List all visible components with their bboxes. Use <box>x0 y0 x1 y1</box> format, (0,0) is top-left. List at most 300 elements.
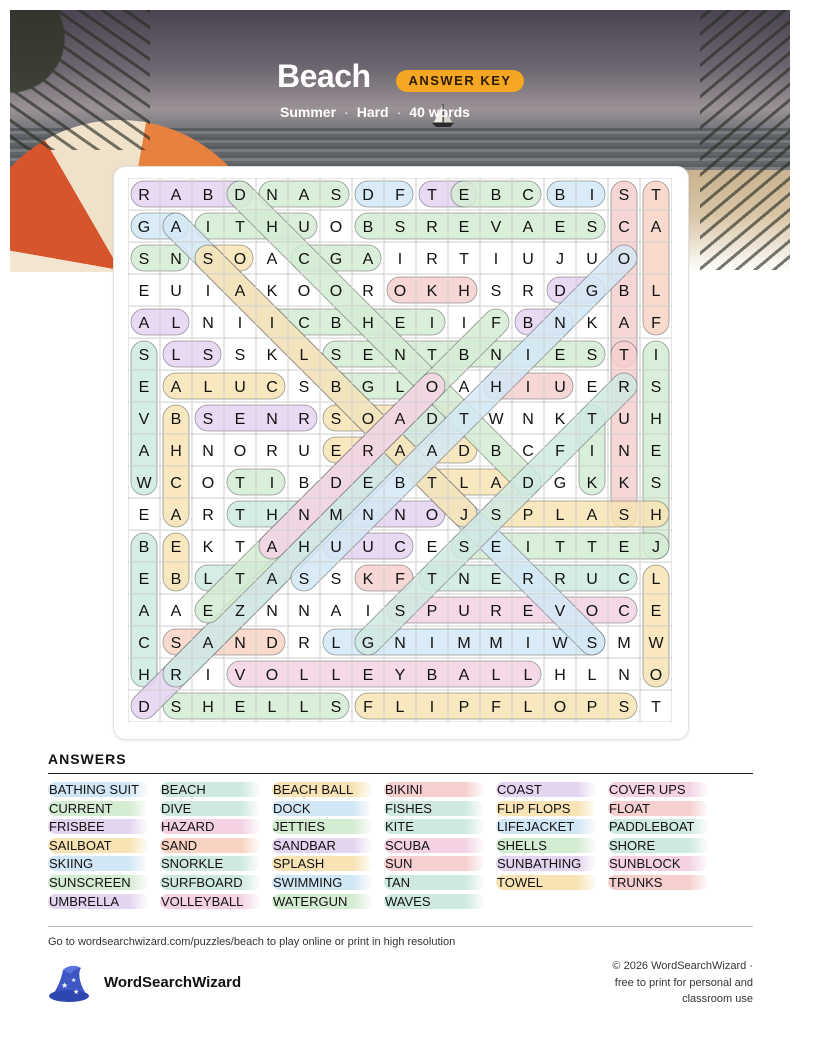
grid-letter[interactable]: N <box>394 347 406 364</box>
grid-letter[interactable]: D <box>138 699 150 716</box>
copyright-line: classroom use <box>682 993 753 1005</box>
grid-letter[interactable]: T <box>235 571 245 588</box>
grid-letter[interactable]: O <box>233 251 247 268</box>
grid-letter[interactable]: L <box>331 635 341 652</box>
grid-letter[interactable]: L <box>555 507 565 524</box>
grid-letter[interactable]: N <box>458 571 470 588</box>
grid-letter[interactable]: A <box>234 283 246 300</box>
grid-letter[interactable]: L <box>299 347 309 364</box>
grid-letter[interactable]: E <box>138 507 150 524</box>
grid-letter[interactable]: L <box>203 571 213 588</box>
grid-letter[interactable]: N <box>394 507 406 524</box>
grid-letter[interactable]: N <box>554 315 566 332</box>
grid-letter[interactable]: I <box>269 475 275 492</box>
grid-letter[interactable]: C <box>394 539 406 556</box>
grid-letter[interactable]: O <box>233 443 247 460</box>
grid-letter[interactable]: D <box>234 187 246 204</box>
difficulty-label: Hard <box>356 104 389 120</box>
grid-letter[interactable]: G <box>361 379 375 396</box>
grid-letter[interactable]: C <box>618 603 630 620</box>
grid-letter[interactable]: S <box>330 411 342 428</box>
grid-letter[interactable]: F <box>491 699 501 716</box>
grid-letter[interactable]: N <box>202 443 214 460</box>
grid-letter[interactable]: F <box>395 571 405 588</box>
grid-letter[interactable]: B <box>362 219 374 236</box>
grid-letter[interactable]: K <box>202 539 214 556</box>
grid-letter[interactable]: S <box>490 283 502 300</box>
grid-letter[interactable]: H <box>266 507 278 524</box>
grid-letter[interactable]: O <box>553 699 567 716</box>
grid-letter[interactable]: N <box>394 635 406 652</box>
grid-letter[interactable]: B <box>170 411 182 428</box>
grid-letter[interactable]: U <box>298 443 310 460</box>
grid-letter[interactable]: N <box>298 603 310 620</box>
grid-letter[interactable]: V <box>138 411 150 428</box>
grid-letter[interactable]: B <box>618 283 630 300</box>
grid-letter[interactable]: S <box>650 379 662 396</box>
grid-letter[interactable]: E <box>138 379 150 396</box>
grid-letter[interactable]: S <box>202 411 214 428</box>
grid-letter[interactable]: E <box>362 347 374 364</box>
grid-letter[interactable]: P <box>586 699 598 716</box>
grid-letter[interactable]: T <box>427 571 437 588</box>
grid-letter[interactable]: W <box>136 475 152 492</box>
grid-letter[interactable]: D <box>330 475 342 492</box>
grid-letter[interactable]: C <box>618 219 630 236</box>
grid-letter[interactable]: I <box>653 347 659 364</box>
grid-letter[interactable]: E <box>650 603 662 620</box>
grid-letter[interactable]: L <box>299 699 309 716</box>
brand-name: WordSearchWizard <box>104 974 242 991</box>
grid-letter[interactable]: O <box>617 251 631 268</box>
grid-letter[interactable]: U <box>586 571 598 588</box>
grid-letter[interactable]: I <box>205 283 211 300</box>
grid-letter[interactable]: L <box>651 571 661 588</box>
grid-letter[interactable]: I <box>237 315 243 332</box>
grid-letter[interactable]: G <box>361 635 375 652</box>
grid-letter[interactable]: E <box>586 379 598 396</box>
grid-letter[interactable]: H <box>138 667 150 684</box>
grid-letter[interactable]: H <box>298 539 310 556</box>
grid-letter[interactable]: E <box>522 603 534 620</box>
grid-letter[interactable]: O <box>649 667 663 684</box>
grid-letter[interactable]: A <box>426 443 438 460</box>
grid-letter[interactable]: S <box>490 507 502 524</box>
grid-letter[interactable]: L <box>395 699 405 716</box>
grid-letter[interactable]: M <box>329 507 343 524</box>
grid-letter[interactable]: I <box>429 635 435 652</box>
grid-letter[interactable]: B <box>458 347 470 364</box>
grid-letter[interactable]: A <box>170 187 182 204</box>
grid-letter[interactable]: I <box>461 315 467 332</box>
grid-letter[interactable]: C <box>266 379 278 396</box>
grid-letter[interactable]: K <box>266 283 278 300</box>
grid-letter[interactable]: E <box>490 539 502 556</box>
grid-letter[interactable]: T <box>427 475 437 492</box>
grid-letter[interactable]: P <box>522 507 534 524</box>
grid-letter[interactable]: K <box>362 571 374 588</box>
grid-letter[interactable]: S <box>330 571 342 588</box>
grid-letter[interactable]: T <box>555 539 565 556</box>
grid-letter[interactable]: E <box>554 219 566 236</box>
grid-letter[interactable]: S <box>170 635 182 652</box>
grid-letter[interactable]: S <box>618 187 630 204</box>
grid-letter[interactable]: S <box>170 699 182 716</box>
grid-letter[interactable]: I <box>397 251 403 268</box>
grid-letter[interactable]: E <box>458 187 470 204</box>
grid-letter[interactable]: O <box>265 667 279 684</box>
grid-letter[interactable]: A <box>266 571 278 588</box>
grid-letter[interactable]: R <box>170 667 182 684</box>
grid-letter[interactable]: A <box>394 443 406 460</box>
grid-letter[interactable]: T <box>235 219 245 236</box>
grid-letter[interactable]: R <box>490 603 502 620</box>
grid-letter[interactable]: A <box>522 219 534 236</box>
grid-letter[interactable]: R <box>362 283 374 300</box>
grid-letter[interactable]: O <box>425 379 439 396</box>
grid-letter[interactable]: A <box>170 507 182 524</box>
grid-letter[interactable]: G <box>329 251 343 268</box>
grid-letter[interactable]: G <box>585 283 599 300</box>
grid-letter[interactable]: H <box>650 507 662 524</box>
grid-letter[interactable]: U <box>170 283 182 300</box>
grid-letter[interactable]: D <box>522 475 534 492</box>
grid-letter[interactable]: S <box>298 571 310 588</box>
grid-letter[interactable]: E <box>650 443 662 460</box>
grid-letter[interactable]: S <box>618 699 630 716</box>
grid-letter[interactable]: J <box>460 507 468 524</box>
grid-letter[interactable]: A <box>138 603 150 620</box>
grid-letter[interactable]: F <box>555 443 565 460</box>
grid-letter[interactable]: V <box>554 603 566 620</box>
grid-letter[interactable]: N <box>266 187 278 204</box>
grid-letter[interactable]: T <box>235 475 245 492</box>
grid-letter[interactable]: B <box>138 539 150 556</box>
grid-letter[interactable]: I <box>429 315 435 332</box>
grid-letter[interactable]: D <box>426 411 438 428</box>
grid-letter[interactable]: S <box>586 219 598 236</box>
grid-letter[interactable]: A <box>298 187 310 204</box>
grid-letter[interactable]: G <box>553 475 567 492</box>
grid-letter[interactable]: S <box>458 539 470 556</box>
grid-letter[interactable]: N <box>522 411 534 428</box>
grid-letter[interactable]: N <box>266 411 278 428</box>
grid-letter[interactable]: L <box>203 379 213 396</box>
grid-letter[interactable]: U <box>234 379 246 396</box>
grid-letter[interactable]: W <box>488 411 504 428</box>
grid-letter[interactable]: B <box>490 187 502 204</box>
grid-letter[interactable]: H <box>458 283 470 300</box>
grid-letter[interactable]: I <box>525 379 531 396</box>
grid-letter[interactable]: A <box>266 539 278 556</box>
grid-letter[interactable]: V <box>234 667 246 684</box>
grid-letter[interactable]: T <box>427 347 437 364</box>
grid-letter[interactable]: R <box>202 507 214 524</box>
grid-letter[interactable]: J <box>652 539 660 556</box>
grid-letter[interactable]: L <box>491 667 501 684</box>
grid-letter[interactable]: K <box>554 411 566 428</box>
grid-letter[interactable]: B <box>202 187 214 204</box>
grid-letter[interactable]: R <box>298 635 310 652</box>
grid-letter[interactable]: S <box>394 219 406 236</box>
grid-letter[interactable]: N <box>362 507 374 524</box>
grid-letter[interactable]: E <box>330 443 342 460</box>
grid-letter[interactable]: T <box>651 187 661 204</box>
grid-letter[interactable]: D <box>458 443 470 460</box>
grid-letter[interactable]: T <box>235 539 245 556</box>
grid-letter[interactable]: S <box>234 347 246 364</box>
grid-letter[interactable]: P <box>458 699 470 716</box>
grid-letter[interactable]: U <box>298 219 310 236</box>
grid-letter[interactable]: K <box>266 347 278 364</box>
grid-letter[interactable]: E <box>554 347 566 364</box>
svg-text:★: ★ <box>61 981 69 990</box>
grid-letter[interactable]: T <box>587 539 597 556</box>
grid-letter[interactable]: J <box>556 251 564 268</box>
grid-letter[interactable]: A <box>170 219 182 236</box>
grid-letter[interactable]: C <box>618 571 630 588</box>
grid-letter[interactable]: A <box>394 411 406 428</box>
grid-letter[interactable]: F <box>491 315 501 332</box>
footer-link-text[interactable]: Go to wordsearchwizard.com/puzzles/beach to play online or print in high resolution <box>48 936 456 948</box>
grid-letter[interactable]: R <box>522 571 534 588</box>
grid-letter[interactable]: N <box>490 347 502 364</box>
grid-letter[interactable]: E <box>394 315 406 332</box>
grid-letter[interactable]: H <box>554 667 566 684</box>
grid-letter[interactable]: C <box>522 443 534 460</box>
grid-letter[interactable]: A <box>458 379 470 396</box>
grid-letter[interactable]: W <box>552 635 568 652</box>
grid-letter[interactable]: O <box>361 411 375 428</box>
grid-letter[interactable]: I <box>589 443 595 460</box>
grid-letter[interactable]: B <box>330 315 342 332</box>
grid-letter[interactable]: I <box>365 603 371 620</box>
grid-letter[interactable]: T <box>235 507 245 524</box>
grid-letter[interactable]: A <box>138 315 150 332</box>
grid-letter[interactable]: T <box>587 411 597 428</box>
grid-letter[interactable]: S <box>330 187 342 204</box>
grid-letter[interactable]: T <box>427 187 437 204</box>
grid-letter[interactable]: E <box>490 571 502 588</box>
grid-letter[interactable]: O <box>297 283 311 300</box>
grid-letter[interactable]: N <box>234 635 246 652</box>
grid-letter[interactable]: N <box>618 667 630 684</box>
grid-letter[interactable]: C <box>298 315 310 332</box>
answer-word: SCUBA <box>384 838 485 853</box>
grid-letter[interactable]: W <box>648 635 664 652</box>
answer-word: FLOAT <box>608 801 709 816</box>
grid-letter[interactable]: S <box>586 635 598 652</box>
grid-letter[interactable]: O <box>585 603 599 620</box>
grid-letter[interactable]: I <box>205 219 211 236</box>
grid-letter[interactable]: F <box>363 699 373 716</box>
grid-letter[interactable]: E <box>234 411 246 428</box>
grid-letter[interactable]: I <box>525 347 531 364</box>
grid-letter[interactable]: L <box>171 347 181 364</box>
grid-letter[interactable]: A <box>650 219 662 236</box>
grid-letter[interactable]: E <box>138 571 150 588</box>
grid-letter[interactable]: H <box>202 699 214 716</box>
grid-letter[interactable]: C <box>522 187 534 204</box>
grid-letter[interactable]: K <box>586 475 598 492</box>
grid-letter[interactable]: B <box>426 667 438 684</box>
grid-letter[interactable]: B <box>170 571 182 588</box>
grid-letter[interactable]: R <box>426 251 438 268</box>
grid-letter[interactable]: T <box>619 347 629 364</box>
grid-letter[interactable]: O <box>329 283 343 300</box>
grid-letter[interactable]: N <box>618 443 630 460</box>
grid-letter[interactable]: V <box>490 219 502 236</box>
grid-letter[interactable]: K <box>426 283 438 300</box>
grid-letter[interactable]: H <box>170 443 182 460</box>
grid-letter[interactable]: I <box>205 667 211 684</box>
grid-letter[interactable]: I <box>269 315 275 332</box>
grid-letter[interactable]: U <box>362 539 374 556</box>
grid-letter[interactable]: S <box>330 347 342 364</box>
grid-letter[interactable]: E <box>202 603 214 620</box>
grid-letter[interactable]: T <box>459 251 469 268</box>
grid-letter[interactable]: R <box>266 443 278 460</box>
grid-letter[interactable]: K <box>618 475 630 492</box>
grid-letter[interactable]: A <box>458 667 470 684</box>
grid-letter[interactable]: S <box>138 251 150 268</box>
grid-letter[interactable]: S <box>586 347 598 364</box>
grid-letter[interactable]: L <box>267 699 277 716</box>
grid-letter[interactable]: U <box>618 411 630 428</box>
grid-letter[interactable]: T <box>651 699 661 716</box>
grid-letter[interactable]: E <box>426 539 438 556</box>
grid-letter[interactable]: E <box>458 219 470 236</box>
grid-letter[interactable]: T <box>459 411 469 428</box>
grid-letter[interactable]: O <box>201 475 215 492</box>
grid-letter[interactable]: H <box>650 411 662 428</box>
grid-letter[interactable]: E <box>362 667 374 684</box>
grid-letter[interactable]: B <box>330 379 342 396</box>
grid-letter[interactable]: A <box>362 251 374 268</box>
grid-letter[interactable]: U <box>586 251 598 268</box>
grid-letter[interactable]: O <box>393 283 407 300</box>
grid-letter[interactable]: F <box>651 315 661 332</box>
grid-letter[interactable]: A <box>586 507 598 524</box>
grid-letter[interactable]: F <box>395 187 405 204</box>
grid-letter[interactable]: L <box>299 667 309 684</box>
grid-letter[interactable]: L <box>523 699 533 716</box>
grid-letter[interactable]: S <box>618 507 630 524</box>
grid-letter[interactable]: A <box>618 315 630 332</box>
answer-word: BEACH <box>160 782 261 797</box>
grid-letter[interactable]: B <box>394 475 406 492</box>
grid-letter[interactable]: I <box>525 635 531 652</box>
grid-letter[interactable]: G <box>137 219 151 236</box>
grid-letter[interactable]: B <box>554 187 566 204</box>
grid-letter[interactable]: A <box>490 475 502 492</box>
grid-letter[interactable]: C <box>138 635 150 652</box>
grid-letter[interactable]: N <box>202 315 214 332</box>
grid-letter[interactable]: U <box>330 539 342 556</box>
grid-letter[interactable]: L <box>651 283 661 300</box>
grid-letter[interactable]: B <box>490 443 502 460</box>
grid-letter[interactable]: A <box>330 603 342 620</box>
grid-letter[interactable]: A <box>266 251 278 268</box>
grid-letter[interactable]: R <box>522 283 534 300</box>
grid-letter[interactable]: H <box>490 379 502 396</box>
wizard-hat-icon <box>47 962 93 1004</box>
grid-letter[interactable]: A <box>202 635 214 652</box>
grid-letter[interactable]: A <box>170 379 182 396</box>
grid-letter[interactable]: Z <box>235 603 245 620</box>
grid-letter[interactable]: O <box>329 219 343 236</box>
grid-letter[interactable]: L <box>171 315 181 332</box>
grid-letter[interactable]: I <box>525 539 531 556</box>
answer-word: KITE <box>384 819 485 834</box>
grid-letter[interactable]: S <box>138 347 150 364</box>
grid-letter[interactable]: M <box>457 635 471 652</box>
grid-letter[interactable]: P <box>426 603 438 620</box>
grid-letter[interactable]: A <box>138 443 150 460</box>
grid-letter[interactable]: A <box>170 603 182 620</box>
grid-letter[interactable]: R <box>298 411 310 428</box>
grid-letter[interactable]: S <box>202 251 214 268</box>
grid-letter[interactable]: D <box>266 635 278 652</box>
grid-letter[interactable]: E <box>618 539 630 556</box>
grid-letter[interactable]: S <box>330 699 342 716</box>
grid-letter[interactable]: L <box>331 667 341 684</box>
grid-letter[interactable]: L <box>395 379 405 396</box>
grid-letter[interactable]: U <box>458 603 470 620</box>
grid-letter[interactable]: L <box>459 475 469 492</box>
grid-letter[interactable]: I <box>493 251 499 268</box>
grid-letter[interactable]: I <box>589 187 595 204</box>
grid-letter[interactable]: N <box>170 251 182 268</box>
grid-letter[interactable]: N <box>298 507 310 524</box>
grid-letter[interactable]: S <box>650 475 662 492</box>
grid-letter[interactable]: N <box>266 603 278 620</box>
answer-word: WATERGUN <box>272 894 373 909</box>
grid-letter[interactable]: C <box>298 251 310 268</box>
grid-letter[interactable]: U <box>554 379 566 396</box>
grid-letter[interactable]: R <box>138 187 150 204</box>
grid-letter[interactable]: B <box>298 475 310 492</box>
grid-letter[interactable]: R <box>362 443 374 460</box>
grid-letter[interactable]: U <box>522 251 534 268</box>
grid-letter[interactable]: M <box>489 635 503 652</box>
grid-letter[interactable]: H <box>362 315 374 332</box>
grid-letter[interactable]: E <box>138 283 150 300</box>
grid-letter[interactable]: E <box>170 539 182 556</box>
grid-letter[interactable]: L <box>587 667 597 684</box>
grid-letter[interactable]: R <box>426 219 438 236</box>
grid-letter[interactable]: D <box>554 283 566 300</box>
grid-letter[interactable]: H <box>266 219 278 236</box>
grid-letter[interactable]: R <box>618 379 630 396</box>
grid-letter[interactable]: C <box>170 475 182 492</box>
grid-letter[interactable]: Y <box>394 667 406 684</box>
grid-letter[interactable]: L <box>523 667 533 684</box>
grid-letter[interactable]: E <box>234 699 246 716</box>
grid-letter[interactable]: O <box>425 507 439 524</box>
grid-letter[interactable]: M <box>617 635 631 652</box>
grid-letter[interactable]: I <box>429 699 435 716</box>
grid-letter[interactable]: D <box>362 187 374 204</box>
grid-letter[interactable]: K <box>586 315 598 332</box>
grid-letter[interactable]: S <box>202 347 214 364</box>
grid-letter[interactable]: B <box>522 315 534 332</box>
grid-letter[interactable]: S <box>298 379 310 396</box>
grid-letter[interactable]: E <box>362 475 374 492</box>
grid-letter[interactable]: R <box>554 571 566 588</box>
answer-word: BIKINI <box>384 782 485 797</box>
grid-letter[interactable]: S <box>394 603 406 620</box>
